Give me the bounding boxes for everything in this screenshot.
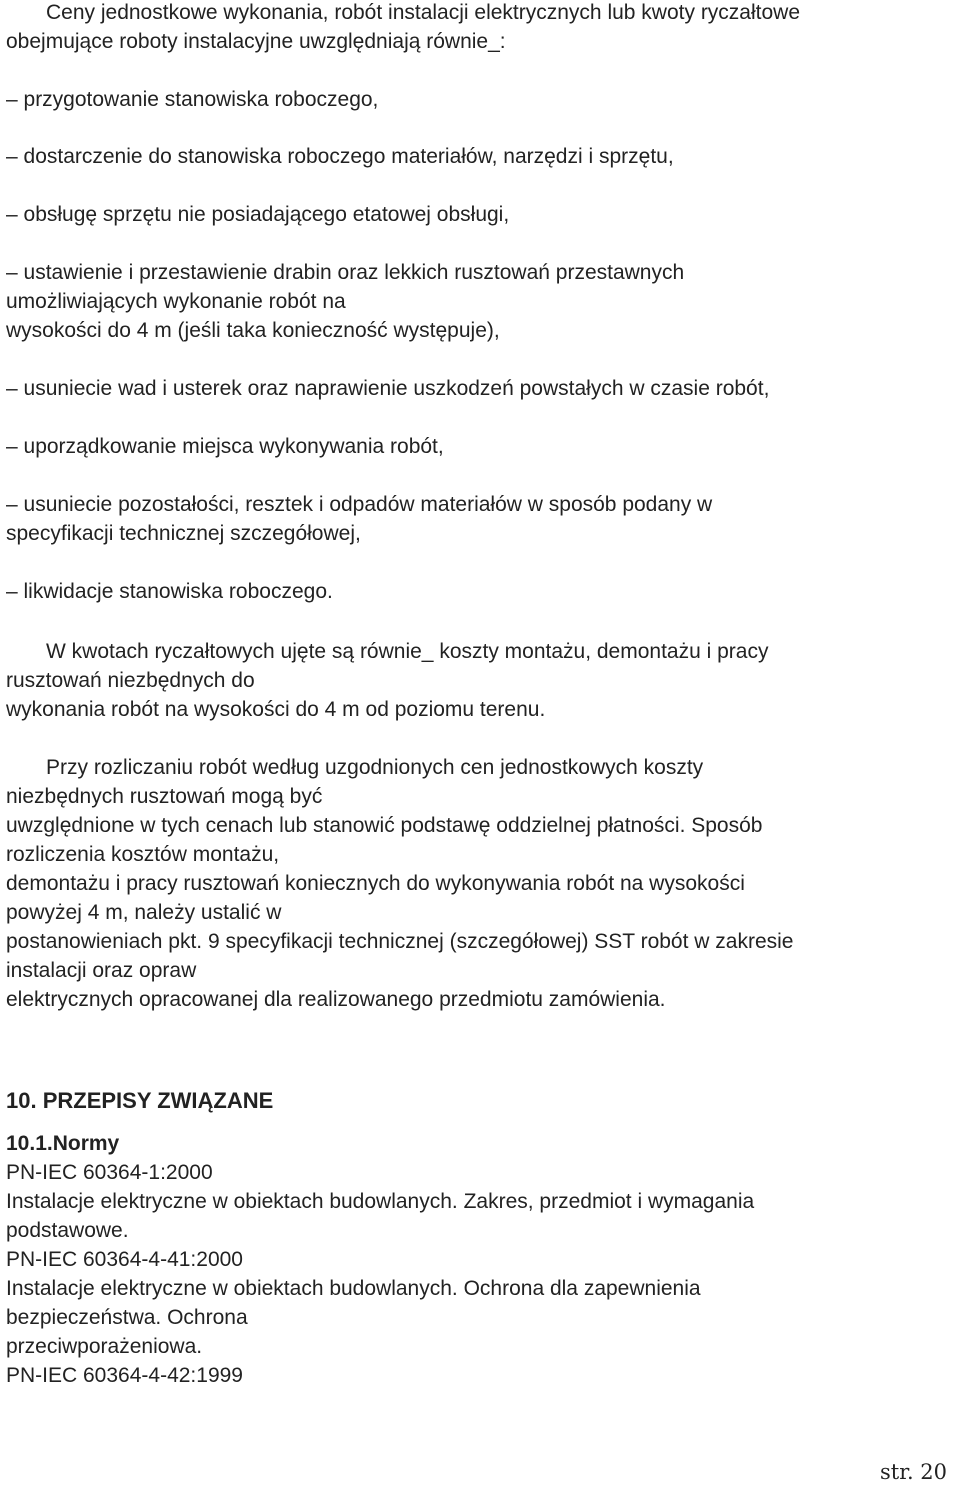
norm-line: podstawowe.	[6, 1219, 129, 1242]
list-item: – usuniecie pozostałości, resztek i odpadów materiałów w sposób podany w	[6, 493, 713, 516]
list-item: – obsługę sprzętu nie posiadającego etatowej obsługi,	[6, 203, 510, 226]
list-item: – dostarczenie do stanowiska roboczego materiałów, narzędzi i sprzętu,	[6, 145, 674, 168]
paragraph-line: W kwotach ryczałtowych ujęte są równie_ koszty montażu, demontażu i pracy	[46, 640, 769, 663]
list-item: – przygotowanie stanowiska roboczego,	[6, 88, 379, 111]
norm-line: PN-IEC 60364-4-42:1999	[6, 1364, 243, 1387]
intro-line: obejmujące roboty instalacyjne uwzględniają równie_:	[6, 30, 506, 53]
paragraph-line: demontażu i pracy rusztowań koniecznych do wykonywania robót na wysokości	[6, 872, 745, 895]
list-item: – usuniecie wad i usterek oraz naprawienie uszkodzeń powstałych w czasie robót,	[6, 377, 770, 400]
list-item-continuation: wysokości do 4 m (jeśli taka konieczność występuje),	[6, 319, 500, 342]
list-item: – likwidacje stanowiska roboczego.	[6, 580, 333, 603]
paragraph-line: wykonania robót na wysokości do 4 m od poziomu terenu.	[6, 698, 546, 721]
paragraph-line: postanowieniach pkt. 9 specyfikacji technicznej (szczegółowej) SST robót w zakresie	[6, 930, 794, 953]
norm-line: przeciwporażeniowa.	[6, 1335, 203, 1358]
list-item: – ustawienie i przestawienie drabin oraz lekkich rusztowań przestawnych	[6, 261, 685, 284]
list-item: – uporządkowanie miejsca wykonywania robót,	[6, 435, 444, 458]
list-item-continuation: specyfikacji technicznej szczegółowej,	[6, 522, 361, 545]
paragraph-line: uwzględnione w tych cenach lub stanowić podstawę oddzielnej płatności. Sposób	[6, 814, 763, 837]
norm-line: PN-IEC 60364-4-41:2000	[6, 1248, 243, 1271]
paragraph-line: instalacji oraz opraw	[6, 959, 197, 982]
norm-line: Instalacje elektryczne w obiektach budowlanych. Zakres, przedmiot i wymagania	[6, 1190, 755, 1213]
norm-line: PN-IEC 60364-1:2000	[6, 1161, 213, 1184]
norm-line: Instalacje elektryczne w obiektach budowlanych. Ochrona dla zapewnienia	[6, 1277, 701, 1300]
list-item-continuation: umożliwiających wykonanie robót na	[6, 290, 346, 313]
paragraph-line: rozliczenia kosztów montażu,	[6, 843, 280, 866]
intro-line: Ceny jednostkowe wykonania, robót instalacji elektrycznych lub kwoty ryczałtowe	[46, 1, 801, 24]
paragraph-line: rusztowań niezbędnych do	[6, 669, 255, 692]
page-number: str. 20	[880, 1460, 948, 1484]
section-heading: 10. PRZEPISY ZWIĄZANE	[6, 1088, 274, 1113]
norm-line: bezpieczeństwa. Ochrona	[6, 1306, 248, 1329]
paragraph-line: Przy rozliczaniu robót według uzgodnionych cen jednostkowych koszty	[46, 756, 704, 779]
paragraph-line: powyżej 4 m, należy ustalić w	[6, 901, 282, 924]
paragraph-line: elektrycznych opracowanej dla realizowanego przedmiotu zamówienia.	[6, 988, 666, 1011]
paragraph-line: niezbędnych rusztowań mogą być	[6, 785, 323, 808]
subsection-heading: 10.1.Normy	[6, 1132, 120, 1155]
